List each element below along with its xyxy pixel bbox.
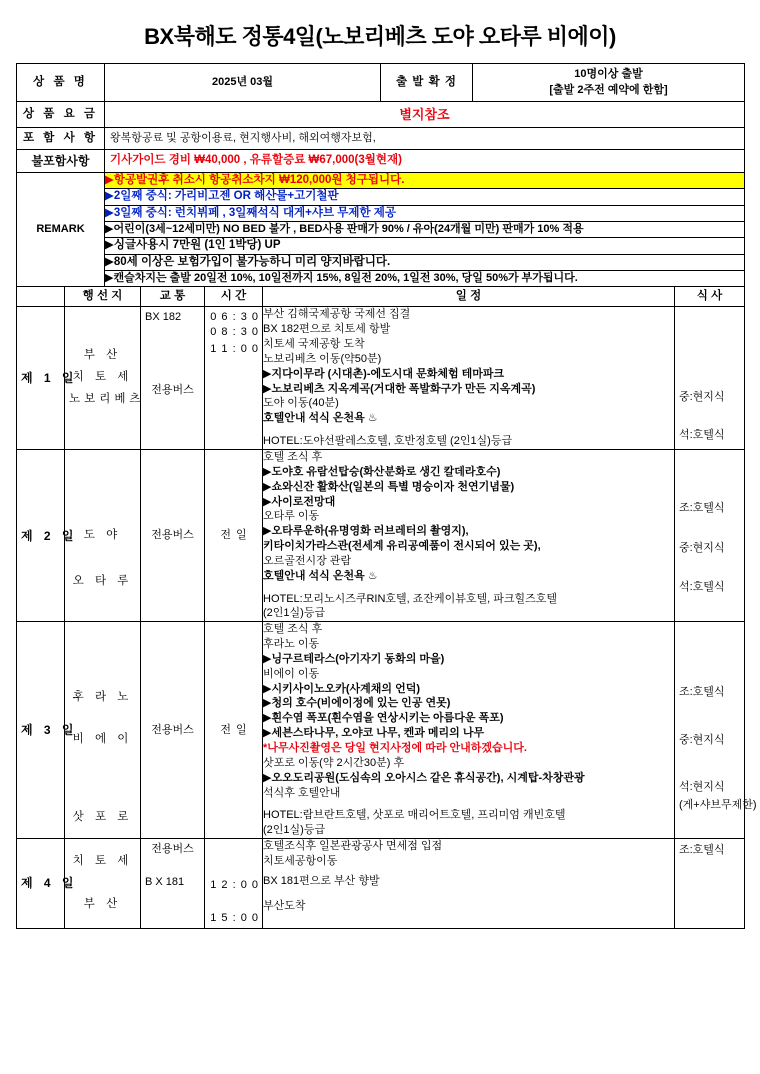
remark-item bbox=[105, 271, 744, 286]
day1-line: ▶노보리베츠 지옥계곡(거대한 폭발화구가 만든 지옥계곡) bbox=[263, 382, 536, 395]
day1-line: 호텔안내 석식 온천욕 ♨ bbox=[263, 412, 378, 425]
day3-line: ▶흰수염 폭포(흰수염을 연상시키는 아름다운 폭포) bbox=[263, 712, 504, 725]
day4-line: 치토세공항이동 bbox=[263, 854, 338, 867]
day1-region bbox=[65, 307, 145, 450]
day2-line: ▶오타루운하(유명영화 러브레터의 촬영지), bbox=[263, 525, 469, 538]
day1-line: ▶지다이무라 (시대촌)-에도시대 문화체험 테마파크 bbox=[263, 367, 505, 380]
day1-time-item: 0 6 : 3 0 bbox=[210, 311, 259, 324]
day2-content-inner bbox=[263, 450, 674, 621]
day1-meal-item: 중:현지식 bbox=[679, 391, 725, 404]
day1-hotel: HOTEL:도야선팔레스호텔, 호반정호텔 (2인1실)등급 bbox=[263, 435, 513, 448]
departure-value bbox=[473, 64, 745, 102]
remark-0: ▶항공발권후 취소시 항공취소차지 ₩120,000원 청구됩니다. bbox=[105, 173, 744, 189]
remark-5: ▶80세 이상은 보험가입이 불가능하니 미리 양지바랍니다. bbox=[105, 254, 744, 271]
product-label: 상 품 명 bbox=[17, 64, 105, 102]
day1-time-item: 1 1 : 0 0 bbox=[210, 343, 259, 356]
day1-meals bbox=[675, 307, 745, 450]
price-label: 상 품 요 금 bbox=[17, 101, 105, 128]
day2-hotel: HOTEL:모리노시즈쿠RIN호텔, 죠잔케이뷰호텔, 파크힐즈호텔 bbox=[263, 592, 558, 605]
day2-line: 호텔안내 석식 온천욕 ♨ bbox=[263, 569, 378, 582]
info-table bbox=[16, 63, 745, 287]
day4-region-line: 치 토 세 bbox=[72, 854, 133, 867]
schedule-row-day2 bbox=[17, 449, 745, 621]
remark-item bbox=[105, 237, 744, 254]
day2-line: ▶사이로전망대 bbox=[263, 495, 336, 508]
day4-line: 부산도착 bbox=[263, 899, 306, 912]
day3-meals bbox=[675, 622, 757, 839]
day3-bus: 전용버스 bbox=[151, 723, 194, 736]
day1-time-item: 0 8 : 3 0 bbox=[210, 326, 259, 339]
day3-content bbox=[263, 622, 675, 839]
day1-line: BX 182편으로 치토세 항발 bbox=[263, 323, 391, 336]
header-transport: 교 통 bbox=[141, 286, 205, 307]
day2-transport bbox=[141, 449, 205, 621]
remark-1: ▶2일째 중식: 가리비고젠 OR 해산물+고기철판 bbox=[105, 189, 744, 206]
price-value: 별지참조 bbox=[105, 101, 745, 128]
day1-transport bbox=[141, 307, 205, 450]
day3-transport bbox=[141, 622, 205, 839]
remark-item bbox=[105, 254, 744, 271]
day3-line: 석식후 호텔안내 bbox=[263, 786, 341, 799]
day2-meal-item: 중:현지식 bbox=[679, 541, 725, 554]
day4-flight: B X 181 bbox=[145, 875, 185, 888]
day4-time bbox=[205, 839, 263, 929]
day3-line: 삿포로 이동(약 2시간30분) 후 bbox=[263, 756, 405, 769]
day3-meal-note: (게+샤브무제한) bbox=[679, 799, 757, 812]
day2-time-item: 전 일 bbox=[220, 529, 248, 542]
day2-meal-item: 조:호텔식 bbox=[679, 501, 725, 514]
header-time: 시 간 bbox=[205, 286, 263, 307]
day2-time bbox=[205, 449, 263, 621]
day1-region-line: 부 산 bbox=[83, 349, 122, 362]
day3-line: ▶청의 호수(비에이정에 있는 인공 연못) bbox=[263, 697, 451, 710]
day4-time-item: 1 5 : 0 0 bbox=[210, 911, 259, 924]
header-day bbox=[17, 286, 65, 307]
day1-meal-item: 석:호텔식 bbox=[679, 428, 725, 441]
day3-region-line: 후 라 노 bbox=[72, 691, 133, 704]
remark-4: ▶싱글사용시 7만원 (1인 1박당) UP bbox=[105, 237, 744, 254]
day3-note: *나무사진촬영은 당일 현지사정에 따라 안내하겠습니다. bbox=[263, 742, 527, 754]
day4-transport bbox=[141, 839, 205, 929]
day3-time-item: 전 일 bbox=[220, 723, 248, 736]
day4-line: BX 181편으로 부산 향발 bbox=[263, 874, 380, 887]
include-value: 왕복항공료 및 공항이용료, 현지행사비, 해외여행자보험, bbox=[105, 128, 745, 150]
day3-line: ▶세븐스타나무, 오야코 나무, 켄과 메리의 나무 bbox=[263, 727, 485, 740]
day2-line: 호텔 조식 후 bbox=[263, 450, 323, 463]
day4-time-item: 1 2 : 0 0 bbox=[210, 879, 259, 892]
day2-line: ▶도야호 유람선탑승(화산분화로 생긴 칼데라호수) bbox=[263, 465, 501, 478]
exclude-label: 불포함사항 bbox=[17, 150, 105, 173]
day1-region-line: 치 토 세 bbox=[72, 371, 133, 384]
remark-item bbox=[105, 173, 744, 189]
day2-line: 키타이치가라스관(전세계 유리공예품이 전시되어 있는 곳), bbox=[263, 540, 541, 553]
day3-line: 호텔 조식 후 bbox=[263, 623, 323, 636]
day3-hotel-cont: (2인1실)등급 bbox=[263, 824, 326, 837]
remark-label: REMARK bbox=[17, 172, 105, 286]
day4-bus: 전용버스 bbox=[151, 843, 194, 856]
day2-content bbox=[263, 449, 675, 621]
remark-2: ▶3일째 중식: 런치뷔페 , 3일째석식 대게+샤브 무제한 제공 bbox=[105, 205, 744, 222]
day1-label: 제 1 일 bbox=[17, 307, 65, 450]
day1-time bbox=[205, 307, 263, 450]
departure-label: 출 발 확 정 bbox=[381, 64, 473, 102]
day1-bus: 전용버스 bbox=[151, 384, 194, 397]
info-row-price bbox=[17, 101, 745, 128]
include-label: 포 함 사 항 bbox=[17, 128, 105, 150]
remark-3: ▶어린이(3세~12세미만) NO BED 불가 , BED사용 판매가 90% / 유아(24개월 미만) 판매가 10% 적용 bbox=[105, 222, 744, 238]
day1-region-line: 노보리베츠 bbox=[69, 393, 145, 406]
schedule-table bbox=[16, 286, 757, 929]
remark-6: ▶캔슬차지는 출발 20일전 10%, 10일전까지 15%, 8일전 20%, 1일전 30%, 당일 50%가 부가됩니다. bbox=[105, 272, 578, 285]
day3-hotel: HOTEL:람브란트호텔, 삿포로 매리어트호텔, 프리미엄 캐빈호텔 bbox=[263, 809, 566, 822]
day2-region-line: 도 야 bbox=[83, 528, 122, 541]
day2-bus: 전용버스 bbox=[151, 529, 194, 542]
day4-region-line: 부 산 bbox=[83, 898, 122, 911]
day3-line: ▶닝구르테라스(아기자기 동화의 마을) bbox=[263, 652, 445, 665]
day2-hotel-cont: (2인1실)등급 bbox=[263, 607, 326, 620]
day4-content bbox=[263, 839, 675, 929]
day3-meal-item: 중:현지식 bbox=[679, 733, 725, 746]
day3-label: 제 3 일 bbox=[17, 622, 65, 839]
day3-region-line: 삿 포 로 bbox=[72, 811, 133, 824]
day3-line: 비에이 이동 bbox=[263, 667, 320, 680]
exclude-value: 기사가이드 경비 ₩40,000 , 유류할증료 ₩67,000(3월현재) bbox=[105, 150, 745, 173]
day3-line: 후라노 이동 bbox=[263, 638, 320, 651]
day4-meals bbox=[675, 839, 745, 929]
header-region: 행 선 지 bbox=[65, 286, 141, 307]
day2-meals bbox=[675, 449, 745, 621]
schedule-row-day3 bbox=[17, 622, 745, 839]
remark-list bbox=[105, 172, 745, 286]
day3-time bbox=[205, 622, 263, 839]
day4-content-inner bbox=[263, 839, 674, 913]
info-row-product bbox=[17, 64, 745, 102]
day1-content-inner bbox=[263, 307, 674, 449]
schedule-row-day4 bbox=[17, 839, 745, 929]
day3-region bbox=[65, 622, 141, 839]
day3-region-line: 비 에 이 bbox=[72, 733, 133, 746]
day1-content bbox=[263, 307, 675, 450]
day1-line: 부산 김해국제공항 국제선 집결 bbox=[263, 308, 411, 321]
day1-flight: BX 182 bbox=[145, 311, 182, 324]
day4-meal-item: 조:호텔식 bbox=[679, 844, 725, 857]
day3-content-inner bbox=[263, 622, 674, 838]
day4-line: 호텔조식후 일본관광공사 면세점 입점 bbox=[263, 840, 443, 853]
remark-inner-table bbox=[105, 173, 744, 286]
day3-meal-item: 석:현지식 bbox=[679, 781, 725, 794]
day3-line: ▶오오도리공원(도심속의 오아시스 같은 휴식공간), 시계탑-차창관광 bbox=[263, 771, 585, 784]
remark-item bbox=[105, 189, 744, 206]
schedule-row-day1 bbox=[17, 307, 745, 450]
day2-region-line: 오 타 루 bbox=[72, 574, 133, 587]
day1-line: 치토세 국제공항 도착 bbox=[263, 338, 365, 351]
departure-value-line2: [출발 2주전 예약에 한함] bbox=[549, 83, 668, 96]
product-value: 2025년 03월 bbox=[105, 64, 381, 102]
day2-line: 오타루 이동 bbox=[263, 510, 320, 523]
day2-line: 오르골전시장 관람 bbox=[263, 554, 352, 567]
day3-line: ▶시키사이노오카(사계채의 언덕) bbox=[263, 682, 420, 695]
day2-line: ▶쇼와신잔 활화산(일본의 특별 명승이자 천연기념물) bbox=[263, 480, 515, 493]
day3-meal-item: 조:호텔식 bbox=[679, 686, 725, 699]
day2-meal-item: 석:호텔식 bbox=[679, 581, 725, 594]
day1-line: 도야 이동(40분) bbox=[263, 397, 339, 410]
info-row-include bbox=[17, 128, 745, 150]
info-row-remark bbox=[17, 172, 745, 286]
day4-label: 제 4 일 bbox=[17, 839, 65, 929]
remark-item bbox=[105, 205, 744, 222]
info-row-exclude bbox=[17, 150, 745, 173]
day1-line: 노보리베츠 이동(약50분) bbox=[263, 352, 382, 365]
departure-value-line1: 10명이상 출발 bbox=[574, 68, 643, 80]
schedule-header-row bbox=[17, 286, 745, 307]
header-content: 일 정 bbox=[263, 286, 675, 307]
day2-label: 제 2 일 bbox=[17, 449, 65, 621]
header-meal: 식 사 bbox=[675, 286, 745, 307]
page-title: BX북해도 정통4일(노보리베츠 도야 오타루 비에이) bbox=[144, 24, 616, 49]
remark-item bbox=[105, 222, 744, 238]
